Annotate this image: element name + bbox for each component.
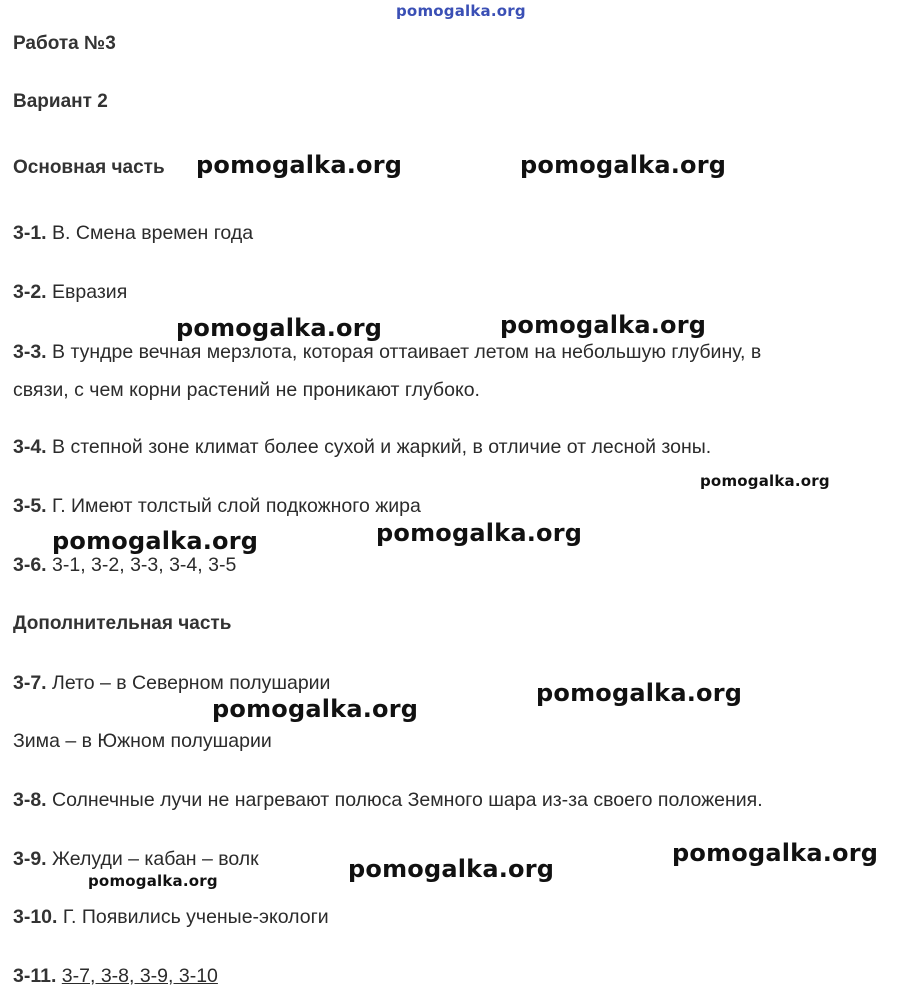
answer-3-11-link[interactable]: 3-7, 3-8, 3-9, 3-10	[61, 965, 218, 987]
answer-3-6	[13, 553, 236, 577]
answer-text: 3-1, 3-2, 3-3, 3-4, 3-5	[46, 554, 237, 576]
watermark: pomogalka.org	[700, 472, 830, 490]
answer-number: 3-7.	[13, 672, 47, 694]
answer-3-10	[13, 905, 329, 929]
answer-text: Евразия	[46, 281, 128, 303]
answer-number: 3-3.	[13, 341, 47, 363]
answer-number: 3-5.	[13, 495, 47, 517]
answer-text: Г. Имеют толстый слой подкожного жира	[46, 495, 421, 517]
watermark: pomogalka.org	[536, 679, 743, 707]
answer-3-9	[13, 847, 259, 871]
answer-text: В степной зоне климат более сухой и жаркий, в отличие от лесной зоны.	[46, 436, 712, 458]
section-extra-heading: Дополнительная часть	[13, 613, 232, 634]
watermark: pomogalka.org	[500, 311, 707, 339]
watermark: pomogalka.org	[196, 151, 403, 179]
answer-3-7-continuation: Зима – в Южном полушарии	[13, 730, 272, 752]
variant-title: Вариант 2	[13, 91, 108, 112]
answer-number: 3-8.	[13, 789, 47, 811]
watermark-top: pomogalka.org	[396, 2, 526, 20]
answer-text: Солнечные лучи не нагревают полюса Земного шара из-за своего положения.	[46, 789, 763, 811]
answer-text: В тундре вечная мерзлота, которая оттаивает летом на небольшую глубину, в	[46, 341, 762, 363]
watermark: pomogalka.org	[88, 872, 218, 890]
watermark: pomogalka.org	[672, 839, 879, 867]
answer-3-4	[13, 435, 711, 459]
answer-3-8	[13, 788, 763, 812]
watermark: pomogalka.org	[176, 314, 383, 342]
answer-number: 3-9.	[13, 848, 47, 870]
answer-3-7	[13, 671, 330, 695]
answer-text: Желуди – кабан – волк	[46, 848, 259, 870]
answer-3-5	[13, 494, 421, 518]
answer-number: 3-2.	[13, 281, 47, 303]
answer-3-1	[13, 221, 253, 245]
answer-number: 3-11.	[13, 965, 57, 987]
section-main-heading: Основная часть	[13, 157, 165, 178]
answer-text: В. Смена времен года	[46, 222, 254, 244]
answer-text: Лето – в Северном полушарии	[46, 672, 331, 694]
answer-text: Г. Появились ученые-экологи	[57, 906, 329, 928]
watermark: pomogalka.org	[520, 151, 727, 179]
watermark: pomogalka.org	[348, 855, 555, 883]
watermark: pomogalka.org	[52, 527, 259, 555]
answer-number: 3-4.	[13, 436, 47, 458]
answer-3-2	[13, 280, 127, 304]
watermark: pomogalka.org	[212, 695, 419, 723]
work-title: Работа №3	[13, 33, 116, 54]
answer-number: 3-6.	[13, 554, 47, 576]
answer-number: 3-1.	[13, 222, 47, 244]
answer-3-3-continuation: связи, с чем корни растений не проникают глубоко.	[13, 379, 480, 401]
watermark: pomogalka.org	[376, 519, 583, 547]
answer-3-11	[13, 964, 218, 988]
answer-3-3	[13, 340, 761, 364]
answer-number: 3-10.	[13, 906, 58, 928]
